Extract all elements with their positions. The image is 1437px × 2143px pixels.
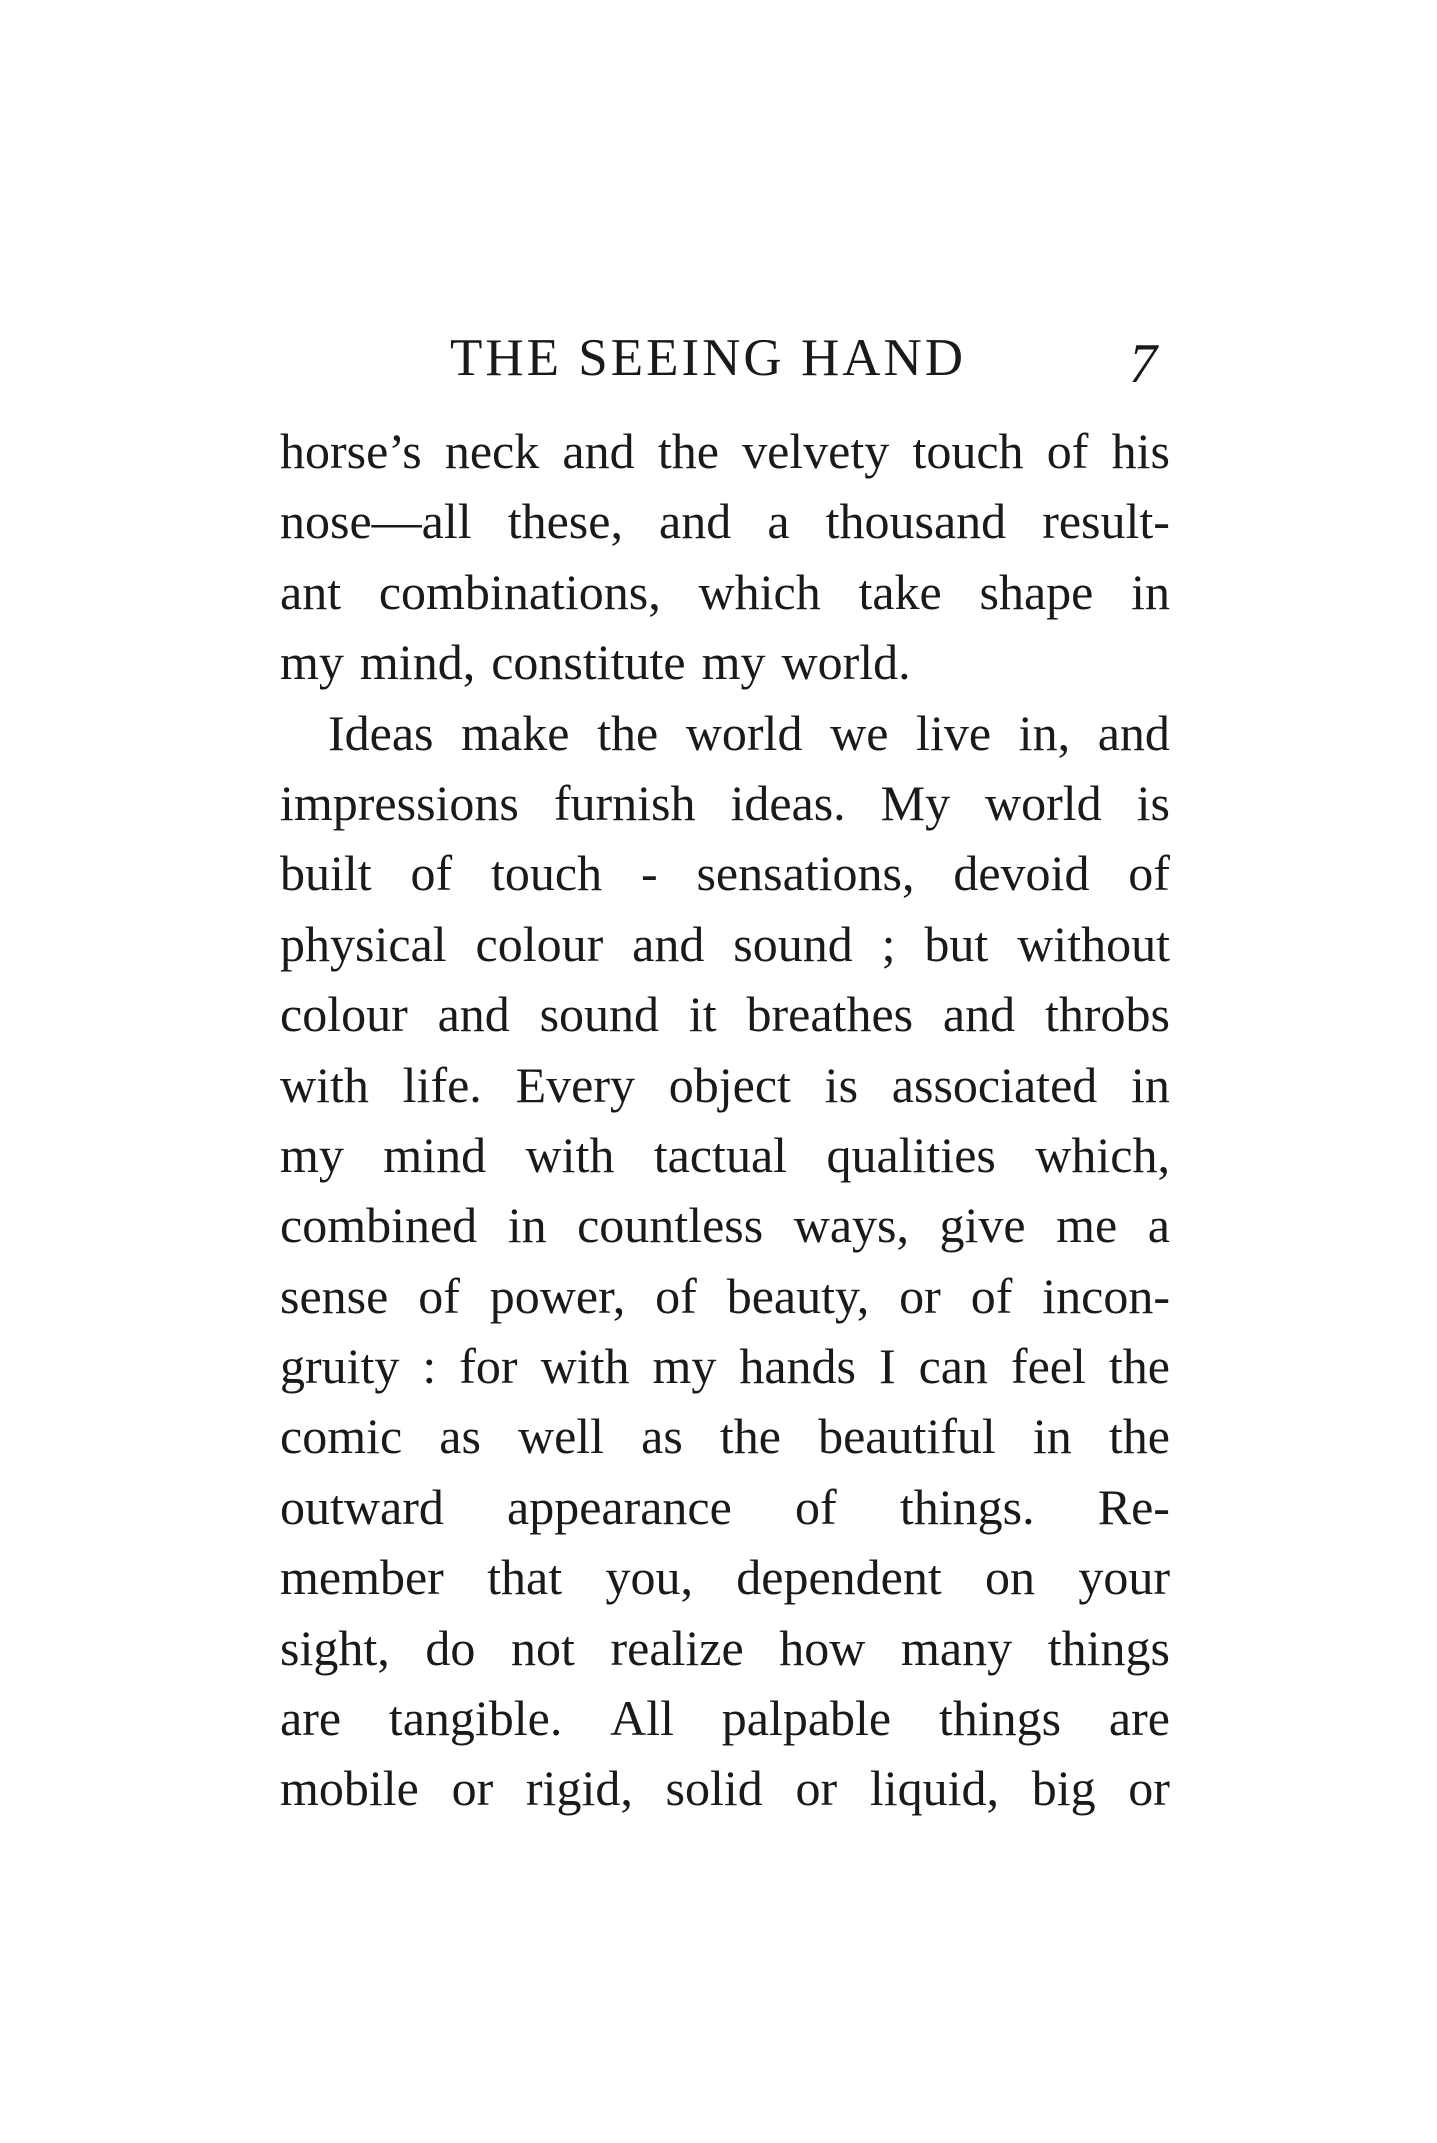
- word: incon-: [1042, 1267, 1170, 1324]
- word: with: [540, 1338, 630, 1395]
- word: or: [1128, 1760, 1170, 1817]
- word: or: [451, 1760, 494, 1817]
- word: of: [655, 1267, 697, 1324]
- word: outward: [280, 1478, 444, 1535]
- text-line: [280, 979, 1170, 1049]
- word: hands: [739, 1338, 856, 1395]
- word: with: [525, 1126, 615, 1183]
- word: in: [1131, 1056, 1170, 1113]
- word: that: [487, 1549, 563, 1606]
- word: and: [942, 986, 1016, 1043]
- word: in,: [1018, 704, 1071, 761]
- word: my: [280, 1126, 344, 1183]
- text-line: [280, 1401, 1170, 1471]
- word: sensations,: [696, 845, 915, 902]
- word: in: [1032, 1408, 1072, 1465]
- word: of: [410, 845, 453, 902]
- word: Every: [515, 1056, 635, 1113]
- word: the: [1108, 1338, 1170, 1395]
- word: sound: [733, 915, 853, 972]
- word: world: [985, 774, 1102, 831]
- word: sense: [280, 1267, 389, 1324]
- text-line: [280, 698, 1170, 768]
- word: shape: [979, 563, 1094, 620]
- text-line: [280, 1261, 1170, 1331]
- word: furnish: [553, 774, 696, 831]
- word: rigid,: [525, 1760, 633, 1817]
- word: on: [985, 1549, 1036, 1606]
- word: things.: [899, 1478, 1035, 1535]
- word: your: [1078, 1549, 1170, 1606]
- word: Re-: [1097, 1478, 1170, 1535]
- text-line: [280, 909, 1170, 979]
- word: for: [459, 1338, 518, 1395]
- text-line: [280, 557, 1170, 627]
- word: and: [562, 423, 635, 479]
- word: throbs: [1044, 986, 1170, 1043]
- word: beautiful: [818, 1408, 996, 1465]
- word: of: [1128, 845, 1170, 902]
- word: of: [418, 1267, 460, 1324]
- word: dependent: [736, 1549, 942, 1606]
- word: constitute: [491, 634, 686, 691]
- word: these,: [507, 493, 623, 550]
- running-title: THE SEEING HAND: [450, 329, 967, 387]
- text-line: [280, 1120, 1170, 1190]
- word: gruity: [280, 1338, 400, 1395]
- word: life.: [402, 1056, 482, 1113]
- word: you,: [605, 1549, 693, 1606]
- text-line: [280, 768, 1170, 838]
- word: mind: [383, 1126, 487, 1183]
- word: ant: [280, 563, 342, 620]
- word: me: [1056, 1197, 1118, 1254]
- word: give: [939, 1197, 1026, 1254]
- word: -: [640, 845, 658, 902]
- word: my: [652, 1338, 717, 1395]
- word: and: [659, 493, 732, 550]
- text-line: [280, 1683, 1170, 1753]
- word: :: [422, 1338, 437, 1395]
- word: mobile: [280, 1760, 419, 1817]
- word: I: [878, 1338, 896, 1395]
- word: velvety: [742, 423, 890, 479]
- word: many: [901, 1619, 1013, 1676]
- word: his: [1111, 423, 1170, 479]
- word: in: [507, 1197, 547, 1254]
- word: is: [1136, 774, 1170, 831]
- word: colour: [475, 915, 604, 972]
- word: with: [280, 1056, 369, 1113]
- text-line: [280, 1542, 1170, 1612]
- word: not: [510, 1619, 575, 1676]
- word: thousand: [825, 493, 1007, 550]
- word: horse’s: [280, 423, 422, 479]
- word: liquid,: [869, 1760, 999, 1817]
- word: appearance: [507, 1478, 732, 1535]
- word: we: [830, 704, 889, 761]
- word: things: [1047, 1619, 1170, 1676]
- word: member: [280, 1549, 444, 1606]
- word: All: [610, 1690, 675, 1747]
- word: qualities: [826, 1126, 996, 1183]
- word: sound: [539, 986, 660, 1043]
- word: can: [918, 1338, 988, 1395]
- word: solid: [665, 1760, 763, 1817]
- text-line: [280, 1472, 1170, 1542]
- text-line: [280, 486, 1170, 556]
- text-line: [280, 838, 1170, 908]
- word: of: [970, 1267, 1013, 1324]
- word: the: [1108, 1408, 1170, 1465]
- word: the: [657, 423, 719, 479]
- text-line: [280, 627, 1170, 697]
- word: mind,: [359, 634, 476, 691]
- word: world.: [781, 634, 911, 691]
- word: do: [425, 1619, 476, 1676]
- word: without: [1017, 915, 1170, 972]
- page-number: 7: [1129, 333, 1160, 395]
- word: nose—all: [280, 493, 472, 550]
- word: countless: [577, 1197, 764, 1254]
- word: as: [641, 1408, 683, 1465]
- word: devoid: [953, 845, 1090, 902]
- word: associated: [891, 1056, 1098, 1113]
- word: a: [767, 493, 790, 550]
- word: ideas.: [730, 774, 846, 831]
- word: tactual: [653, 1126, 788, 1183]
- word: tangible.: [388, 1690, 563, 1747]
- word: is: [824, 1056, 859, 1113]
- word: realize: [610, 1619, 744, 1676]
- word: a: [1147, 1197, 1170, 1254]
- word: impressions: [280, 774, 519, 831]
- word: palpable: [721, 1690, 892, 1747]
- word: object: [668, 1056, 791, 1113]
- word: and: [1097, 704, 1170, 761]
- word: take: [858, 563, 942, 620]
- word: are: [280, 1690, 342, 1747]
- word: of: [795, 1478, 837, 1535]
- word: big: [1031, 1760, 1096, 1817]
- word: and: [632, 915, 705, 972]
- word: feel: [1010, 1338, 1086, 1395]
- running-head: [280, 328, 1170, 408]
- word: are: [1108, 1690, 1170, 1747]
- word: comic: [280, 1408, 403, 1465]
- word: things: [938, 1690, 1062, 1747]
- word: which,: [1035, 1126, 1170, 1183]
- word: power,: [489, 1267, 626, 1324]
- word: make: [461, 704, 570, 761]
- word: well: [517, 1408, 605, 1465]
- word: or: [899, 1267, 941, 1324]
- word: touch: [912, 423, 1024, 479]
- word: it: [688, 986, 717, 1043]
- word: but: [924, 915, 989, 972]
- word: result-: [1042, 493, 1170, 550]
- word: the: [597, 704, 659, 761]
- word: my: [280, 634, 344, 691]
- text-line: [280, 416, 1170, 486]
- word: My: [880, 774, 951, 831]
- word: built: [280, 845, 372, 902]
- word: sight,: [280, 1619, 390, 1676]
- word: live: [916, 704, 992, 761]
- text-line: [280, 1753, 1170, 1823]
- word: ways,: [793, 1197, 909, 1254]
- word: combinations,: [378, 563, 661, 620]
- word: how: [779, 1619, 866, 1676]
- body-text: [280, 416, 1170, 1824]
- text-line: [280, 1190, 1170, 1260]
- word: breathes: [746, 986, 914, 1043]
- text-line: [280, 1613, 1170, 1683]
- word: and: [437, 986, 510, 1043]
- text-line: [280, 1331, 1170, 1401]
- word: beauty,: [726, 1267, 870, 1324]
- word: my: [701, 634, 766, 691]
- word: which: [698, 563, 821, 620]
- word: combined: [280, 1197, 478, 1254]
- word: colour: [280, 986, 408, 1043]
- word: physical: [280, 915, 447, 972]
- word: as: [439, 1408, 481, 1465]
- word: or: [795, 1760, 838, 1817]
- word: in: [1131, 563, 1170, 620]
- word: ;: [881, 915, 896, 972]
- word: of: [1046, 423, 1089, 479]
- word: touch: [491, 845, 603, 902]
- text-line: [280, 1050, 1170, 1120]
- word: neck: [444, 423, 540, 479]
- word: world: [685, 704, 803, 761]
- word: the: [719, 1408, 781, 1465]
- word: Ideas: [328, 704, 434, 761]
